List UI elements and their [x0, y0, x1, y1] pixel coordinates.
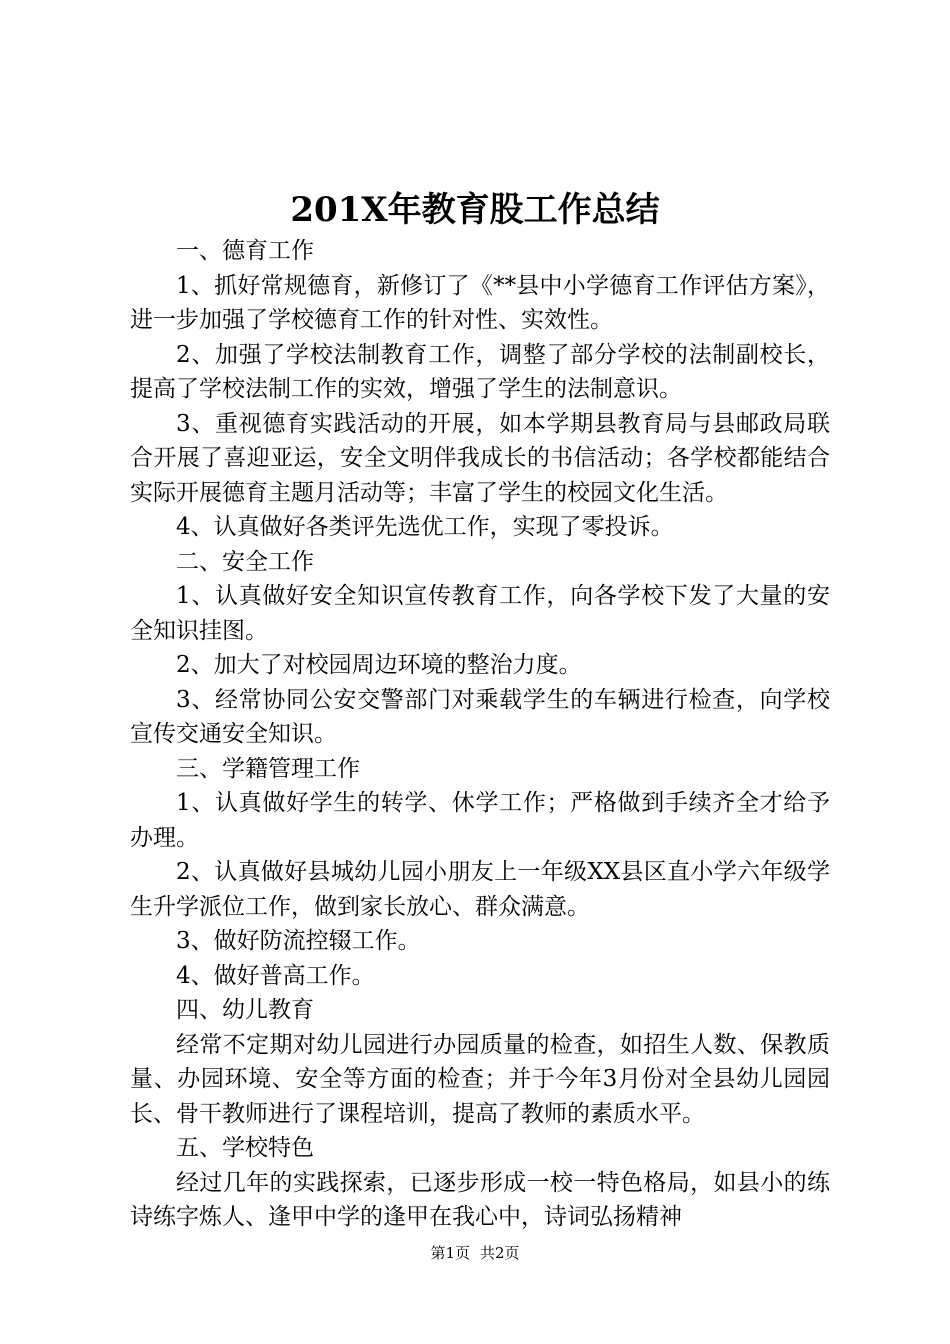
page-total: 共2页 — [480, 1244, 520, 1262]
section-heading: 五、学校特色 — [176, 1135, 314, 1161]
document-body — [130, 234, 830, 1235]
paragraph: 3、做好防流控辍工作。 — [176, 928, 421, 954]
section-heading: 三、学籍管理工作 — [176, 755, 360, 782]
paragraph: 3、经常协同公安交警部门对乘载学生的车辆进行检查，向学校宣传交通安全知识。 — [130, 686, 830, 747]
section-heading: 四、幼儿教育 — [176, 997, 314, 1023]
paragraph: 经过几年的实践探索，已逐步形成一校一特色格局，如县小的练诗练字炼人、逢甲中学的逢甲在我心中，诗词弘扬精神 — [130, 1169, 830, 1230]
paragraph: 3、重视德育实践活动的开展，如本学期县教育局与县邮政局联合开展了喜迎亚运，安全文明伴我成长的书信活动；各学校都能结合实际开展德育主题月活动等；丰富了学生的校园文化生活。 — [130, 410, 830, 506]
page-footer — [0, 1243, 950, 1263]
paragraph: 2、加大了对校园周边环境的整治力度。 — [176, 652, 582, 678]
paragraph: 1、认真做好学生的转学、休学工作；严格做到手续齐全才给予办理。 — [130, 790, 830, 851]
paragraph: 1、抓好常规德育，新修订了《**县中小学德育工作评估方案》，进一步加强了学校德育工作的针对性、实效性。 — [130, 272, 830, 333]
section-heading: 二、安全工作 — [176, 548, 314, 575]
document-title: 201X年教育股工作总结 — [290, 190, 660, 230]
paragraph: 4、做好普高工作。 — [176, 962, 375, 989]
paragraph: 4、认真做好各类评先选优工作，实现了零投诉。 — [176, 514, 674, 540]
section-heading: 一、德育工作 — [176, 238, 314, 264]
paragraph: 1、认真做好安全知识宣传教育工作，向各学校下发了大量的安全知识挂图。 — [130, 583, 830, 644]
paragraph: 2、加强了学校法制教育工作，调整了部分学校的法制副校长，提高了学校法制工作的实效，增强了学生的法制意识。 — [130, 341, 830, 402]
paragraph: 2、认真做好县城幼儿园小朋友上一年级XX县区直小学六年级学生升学派位工作，做到家长放心、群众满意。 — [130, 859, 830, 920]
page-number: 第1页 — [430, 1244, 470, 1262]
paragraph: 经常不定期对幼儿园进行办园质量的检查，如招生人数、保教质量、办园环境、安全等方面的检查；并于今年3月份对全县幼儿园园长、骨干教师进行了课程培训，提高了教师的素质水平。 — [130, 1031, 830, 1127]
